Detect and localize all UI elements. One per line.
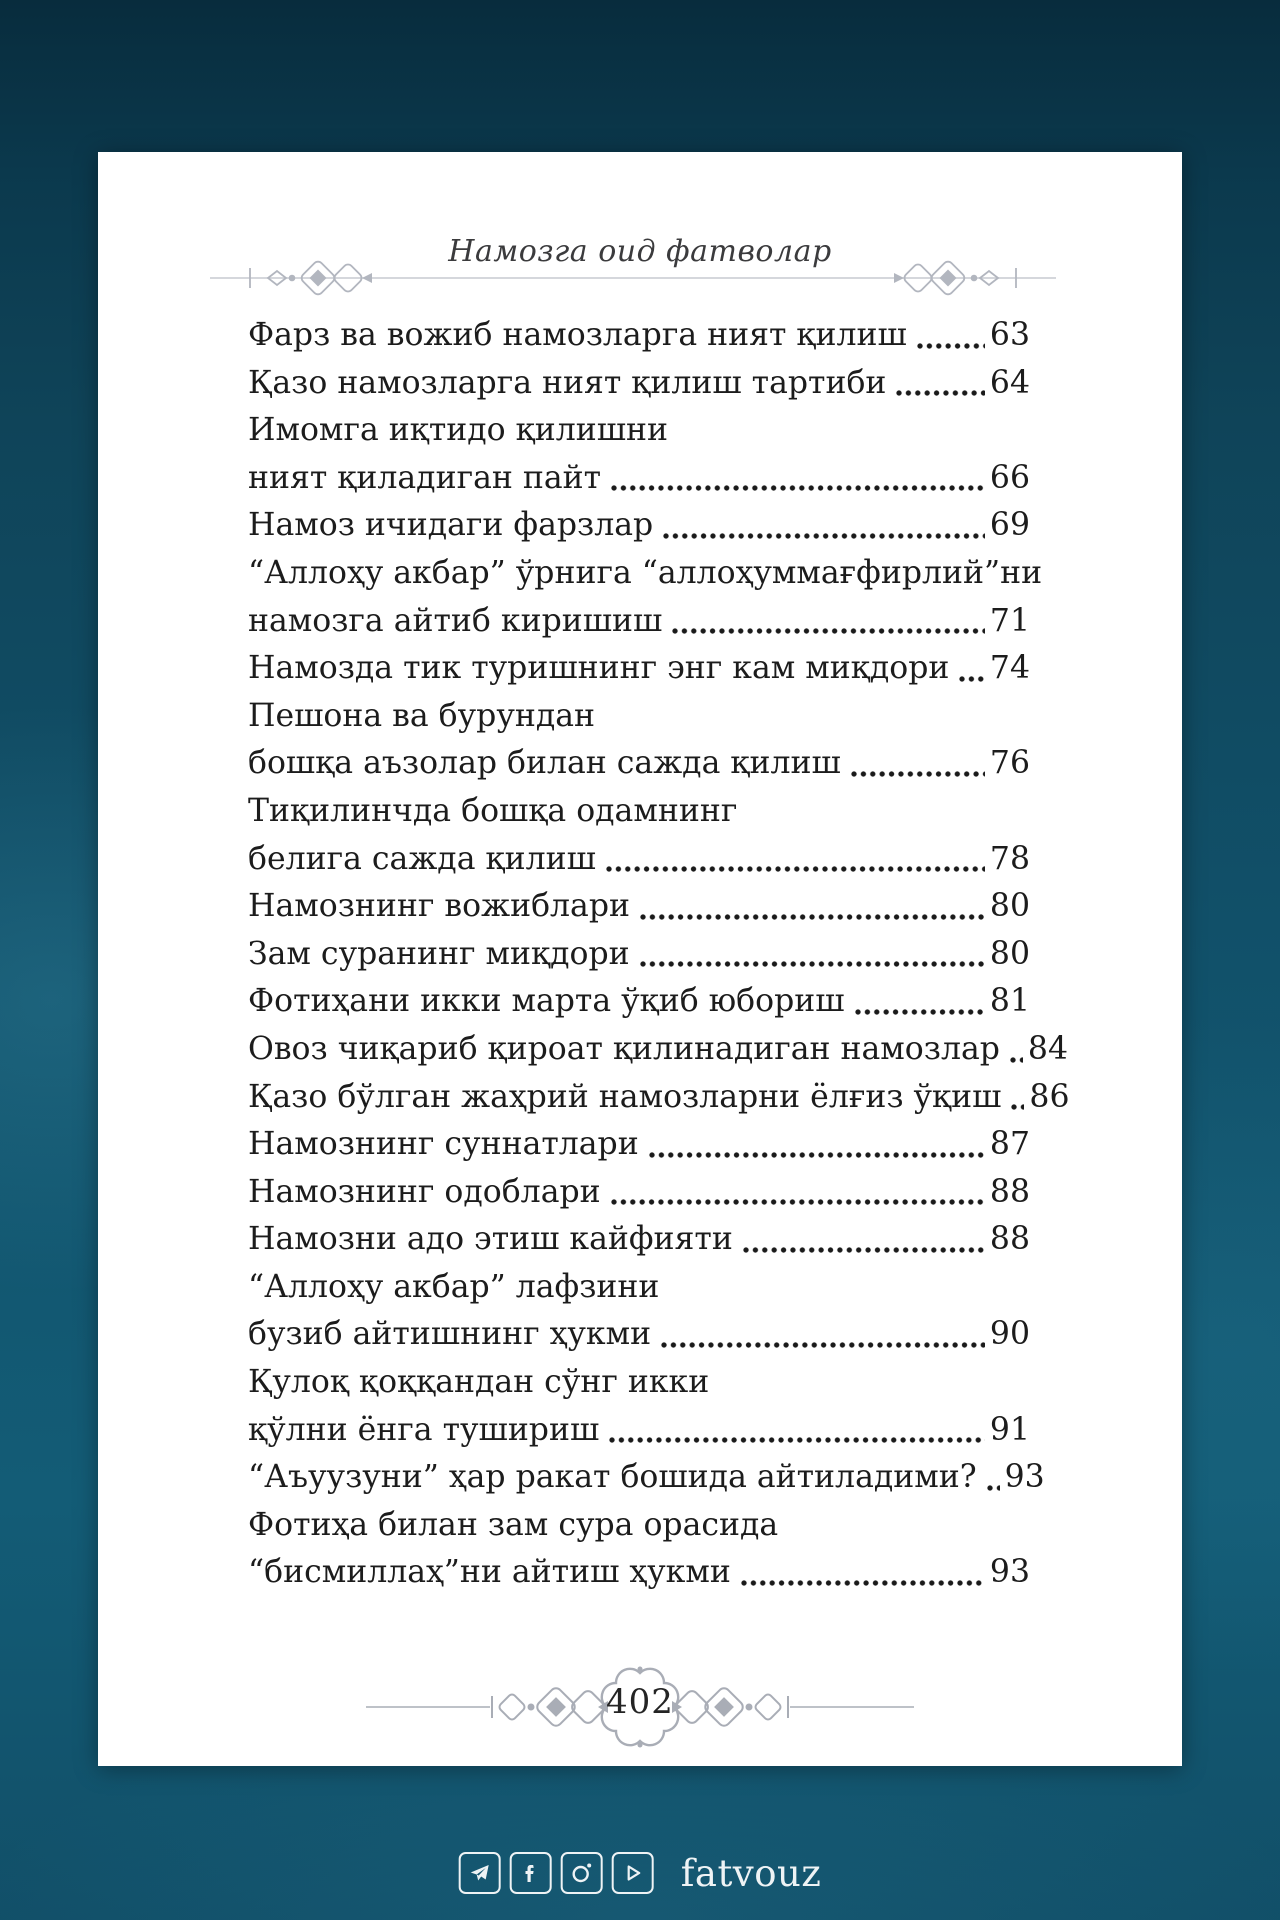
toc-entry [248,550,1043,598]
toc-entry [248,693,1030,741]
toc-entry-title: Имомга иқтидо қилишни [248,412,668,449]
dot-leader [958,671,985,684]
toc-entry [248,836,1030,884]
toc-entry-page: 71 [989,602,1030,639]
telegram-button[interactable] [459,1852,501,1894]
toc-entry-title: намозга айтиб киришиш [248,602,663,639]
page-footer [98,1652,1182,1772]
toc-entry-title: Фотиҳани икки марта ўқиб юбориш [248,983,845,1020]
toc-entry-page: 87 [989,1126,1030,1163]
toc-entry [248,1216,1030,1264]
page-header-title: Намозга оид фатволар [448,234,832,269]
toc-entry-title: бузиб айтишнинг ҳукми [248,1316,652,1353]
toc-entry-title: “бисмиллаҳ”ни айтиш ҳукми [248,1554,731,1591]
toc-entry-title: Намознинг вожиблари [248,888,630,925]
toc-entry [248,407,1030,455]
toc-entry-title: Қулоқ қоққандан сўнг икки [248,1364,710,1401]
toc-entry-title: Намоз ичидаги фарзлар [248,507,654,544]
play-button[interactable] [612,1852,654,1894]
book-page [98,152,1182,1766]
dot-leader [1009,1052,1023,1065]
toc-entry [248,1549,1030,1597]
toc-entry-title: Қазо бўлган жаҳрий намозларни ёлғиз ўқиш [248,1078,1002,1115]
toc-entry [248,1169,1030,1217]
toc-entry-page: 93 [1004,1459,1045,1496]
facebook-icon [519,1861,543,1885]
toc-entry-page: 63 [989,317,1030,353]
dot-leader [639,909,985,922]
dot-leader [660,1337,985,1350]
instagram-button[interactable] [561,1852,603,1894]
dot-leader [610,1194,985,1207]
toc-entry [248,931,1030,979]
toc-entry [248,360,1030,408]
toc-entry [248,645,1030,693]
dot-leader [1010,1099,1024,1112]
toc-entry-page: 80 [989,888,1030,925]
dot-leader [740,1575,985,1588]
toc-entry-page: 84 [1027,1030,1068,1067]
toc-entry-page: 64 [989,364,1030,401]
toc-entry-title: “Аллоҳу акбар” ўрнига “аллоҳуммағфирлий”ни [248,554,1043,591]
toc-entry [248,1026,1068,1074]
toc-entry [248,978,1030,1026]
toc-entry-page: 66 [989,459,1030,496]
dot-leader [662,528,985,541]
toc-entry-title: Намознинг суннатлари [248,1126,639,1163]
toc-entry-title: қўлни ёнга тушириш [248,1411,600,1448]
toc-entry-title: Зам суранинг миқдори [248,935,630,972]
dot-leader [850,766,985,779]
toc-entry-title: Овоз чиқариб қироат қилинадиган намозлар [248,1030,1000,1067]
toc-entry-title: бошқа аъзолар билан сажда қилиш [248,745,841,782]
dot-leader [742,1242,985,1255]
toc-list [248,312,1070,1597]
dot-leader [916,338,985,351]
toc-entry-title: “Аъуузуни” ҳар ракат бошида айтиладими? [248,1459,977,1496]
toc-entry-page: 88 [989,1221,1030,1258]
toc-entry-title: ният қиладиган пайт [248,459,602,496]
dot-leader [608,1432,985,1445]
toc-entry [248,740,1030,788]
telegram-icon [468,1861,492,1885]
social-bar [459,1852,822,1894]
toc-entry [248,455,1030,503]
dot-leader [605,861,985,874]
toc-entry [248,1311,1030,1359]
toc-entry [248,1454,1045,1502]
dot-leader [895,385,984,398]
dot-leader [648,1147,985,1160]
dot-leader [854,1004,985,1017]
toc-entry [248,502,1030,550]
toc-entry-title: Тиқилинчда бошқа одамнинг [248,792,738,829]
dot-leader [639,956,985,969]
toc-entry-page: 91 [989,1411,1030,1448]
toc-entry-page: 88 [989,1173,1030,1210]
toc-entry-title: Қазо намозларга ният қилиш тартиби [248,364,887,401]
toc-entry-page: 74 [989,650,1030,687]
toc-entry-title: Намозни адо этиш кайфияти [248,1221,733,1258]
toc-entry-page: 90 [989,1316,1030,1353]
toc-entry-page: 81 [989,983,1030,1020]
page-number: 402 [606,1682,674,1722]
toc-entry [248,598,1030,646]
toc-entry-page: 80 [989,935,1030,972]
toc-entry [248,788,1030,836]
instagram-icon [569,1860,595,1886]
toc-entry [248,1121,1030,1169]
toc-entry-page: 93 [989,1554,1030,1591]
dot-leader [671,623,985,636]
dot-leader [610,480,985,493]
toc-entry-page: 69 [989,507,1030,544]
facebook-button[interactable] [510,1852,552,1894]
toc-entry [248,1359,1030,1407]
dot-leader [986,1480,1000,1493]
toc-entry-title: Намозда тик туришнинг энг кам миқдори [248,650,950,687]
toc-entry-title: белига сажда қилиш [248,840,596,877]
brand-label: fatvouz [680,1851,822,1895]
header-ornament [210,258,1056,298]
toc-entry [248,312,1030,360]
toc-entry [248,1502,1030,1550]
toc-entry [248,1407,1030,1455]
toc-entry-title: “Аллоҳу акбар” лафзини [248,1268,660,1305]
toc-entry-title: Намознинг одоблари [248,1173,601,1210]
toc-entry-title: Пешона ва бурундан [248,697,596,734]
toc-entry-page: 86 [1029,1078,1070,1115]
toc-entry-title: Фарз ва вожиб намозларга ният қилиш [248,317,907,353]
toc-entry [248,1074,1070,1122]
toc-entry [248,883,1030,931]
toc-entry [248,1264,1030,1312]
play-icon [622,1862,644,1884]
toc-entry-page: 78 [989,840,1030,877]
toc-entry-page: 76 [989,745,1030,782]
toc-entry-title: Фотиҳа билан зам сура орасида [248,1506,779,1543]
